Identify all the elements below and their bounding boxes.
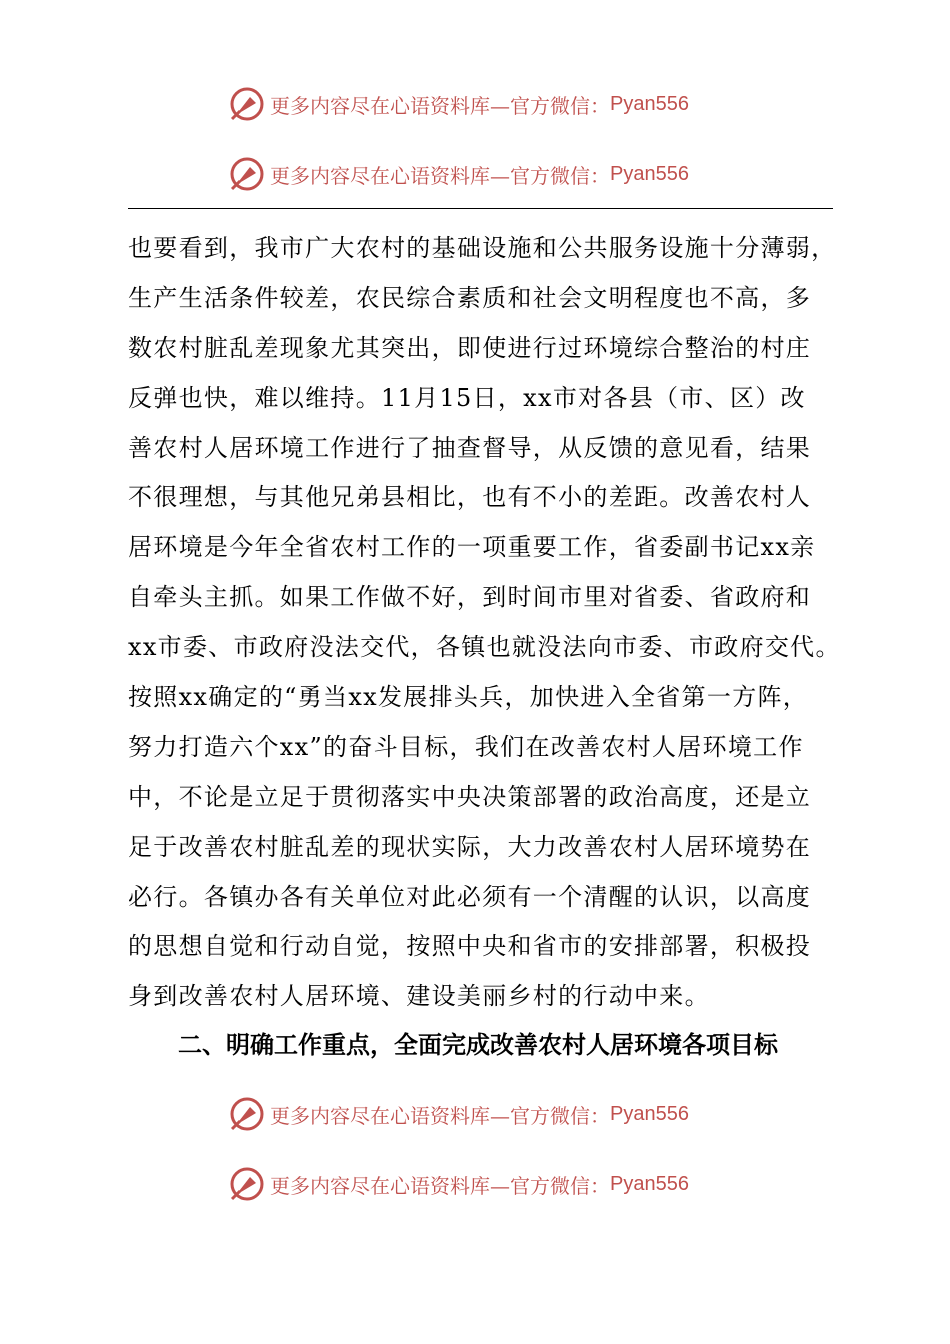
- watermark-id: Pyan556: [610, 1172, 689, 1195]
- watermark-banner: [228, 1162, 728, 1206]
- body-line: 不很理想，与其他兄弟县相比，也有不小的差距。改善农村人: [128, 483, 812, 512]
- watermark-banner: [228, 82, 728, 126]
- body-line: 善农村人居环境工作进行了抽查督导，从反馈的意见看，结果: [128, 433, 812, 462]
- body-line: 按照xx确定的“勇当xx发展排头兵，加快进入全省第一方阵，: [128, 683, 809, 712]
- watermark-text: 更多内容尽在心语资料库—官方微信：: [270, 93, 610, 118]
- body-line: 中，不论是立足于贯彻落实中央决策部署的政治高度，还是立: [128, 782, 812, 811]
- watermark-id: Pyan556: [610, 92, 689, 115]
- pen-nib-logo-icon: [228, 155, 266, 193]
- header-rule: [128, 208, 833, 209]
- body-line: 必行。各镇办各有关单位对此必须有一个清醒的认识，以高度: [128, 882, 812, 911]
- pen-nib-logo-icon: [228, 1165, 266, 1203]
- watermark-id: Pyan556: [610, 1102, 689, 1125]
- body-line: 努力打造六个xx”的奋斗目标，我们在改善农村人居环境工作: [128, 732, 804, 761]
- pen-nib-logo-icon: [228, 85, 266, 123]
- body-line: xx市委、市政府没法交代，各镇也就没法向市委、市政府交代。: [128, 633, 841, 662]
- body-line: 身到改善农村人居环境、建设美丽乡村的行动中来。: [128, 982, 710, 1011]
- body-line: 也要看到，我市广大农村的基础设施和公共服务设施十分薄弱，: [128, 234, 837, 262]
- body-line: 足于改善农村脏乱差的现状实际，大力改善农村人居环境势在: [128, 832, 812, 861]
- body-line: 反弹也快，难以维持。11月15日，xx市对各县（市、区）改: [128, 383, 806, 412]
- pen-nib-logo-icon: [228, 1095, 266, 1133]
- body-line: 的思想自觉和行动自觉，按照中央和省市的安排部署，积极投: [128, 932, 812, 961]
- watermark-text: 更多内容尽在心语资料库—官方微信：: [270, 1173, 610, 1198]
- watermark-banner: [228, 1092, 728, 1136]
- watermark-banner: [228, 152, 728, 196]
- section-heading: 二、明确工作重点，全面完成改善农村人居环境各项目标: [178, 1031, 778, 1059]
- body-paragraph: [128, 224, 848, 1022]
- body-line: 居环境是今年全省农村工作的一项重要工作，省委副书记xx亲: [128, 533, 816, 562]
- watermark-text: 更多内容尽在心语资料库—官方微信：: [270, 1103, 610, 1128]
- body-line: 数农村脏乱差现象尤其突出，即使进行过环境综合整治的村庄: [128, 333, 812, 362]
- watermark-id: Pyan556: [610, 162, 689, 185]
- watermark-text: 更多内容尽在心语资料库—官方微信：: [270, 163, 610, 188]
- body-line: 自牵头主抓。如果工作做不好，到时间市里对省委、省政府和: [128, 583, 812, 612]
- body-line: 生产生活条件较差，农民综合素质和社会文明程度也不高，多: [128, 283, 812, 312]
